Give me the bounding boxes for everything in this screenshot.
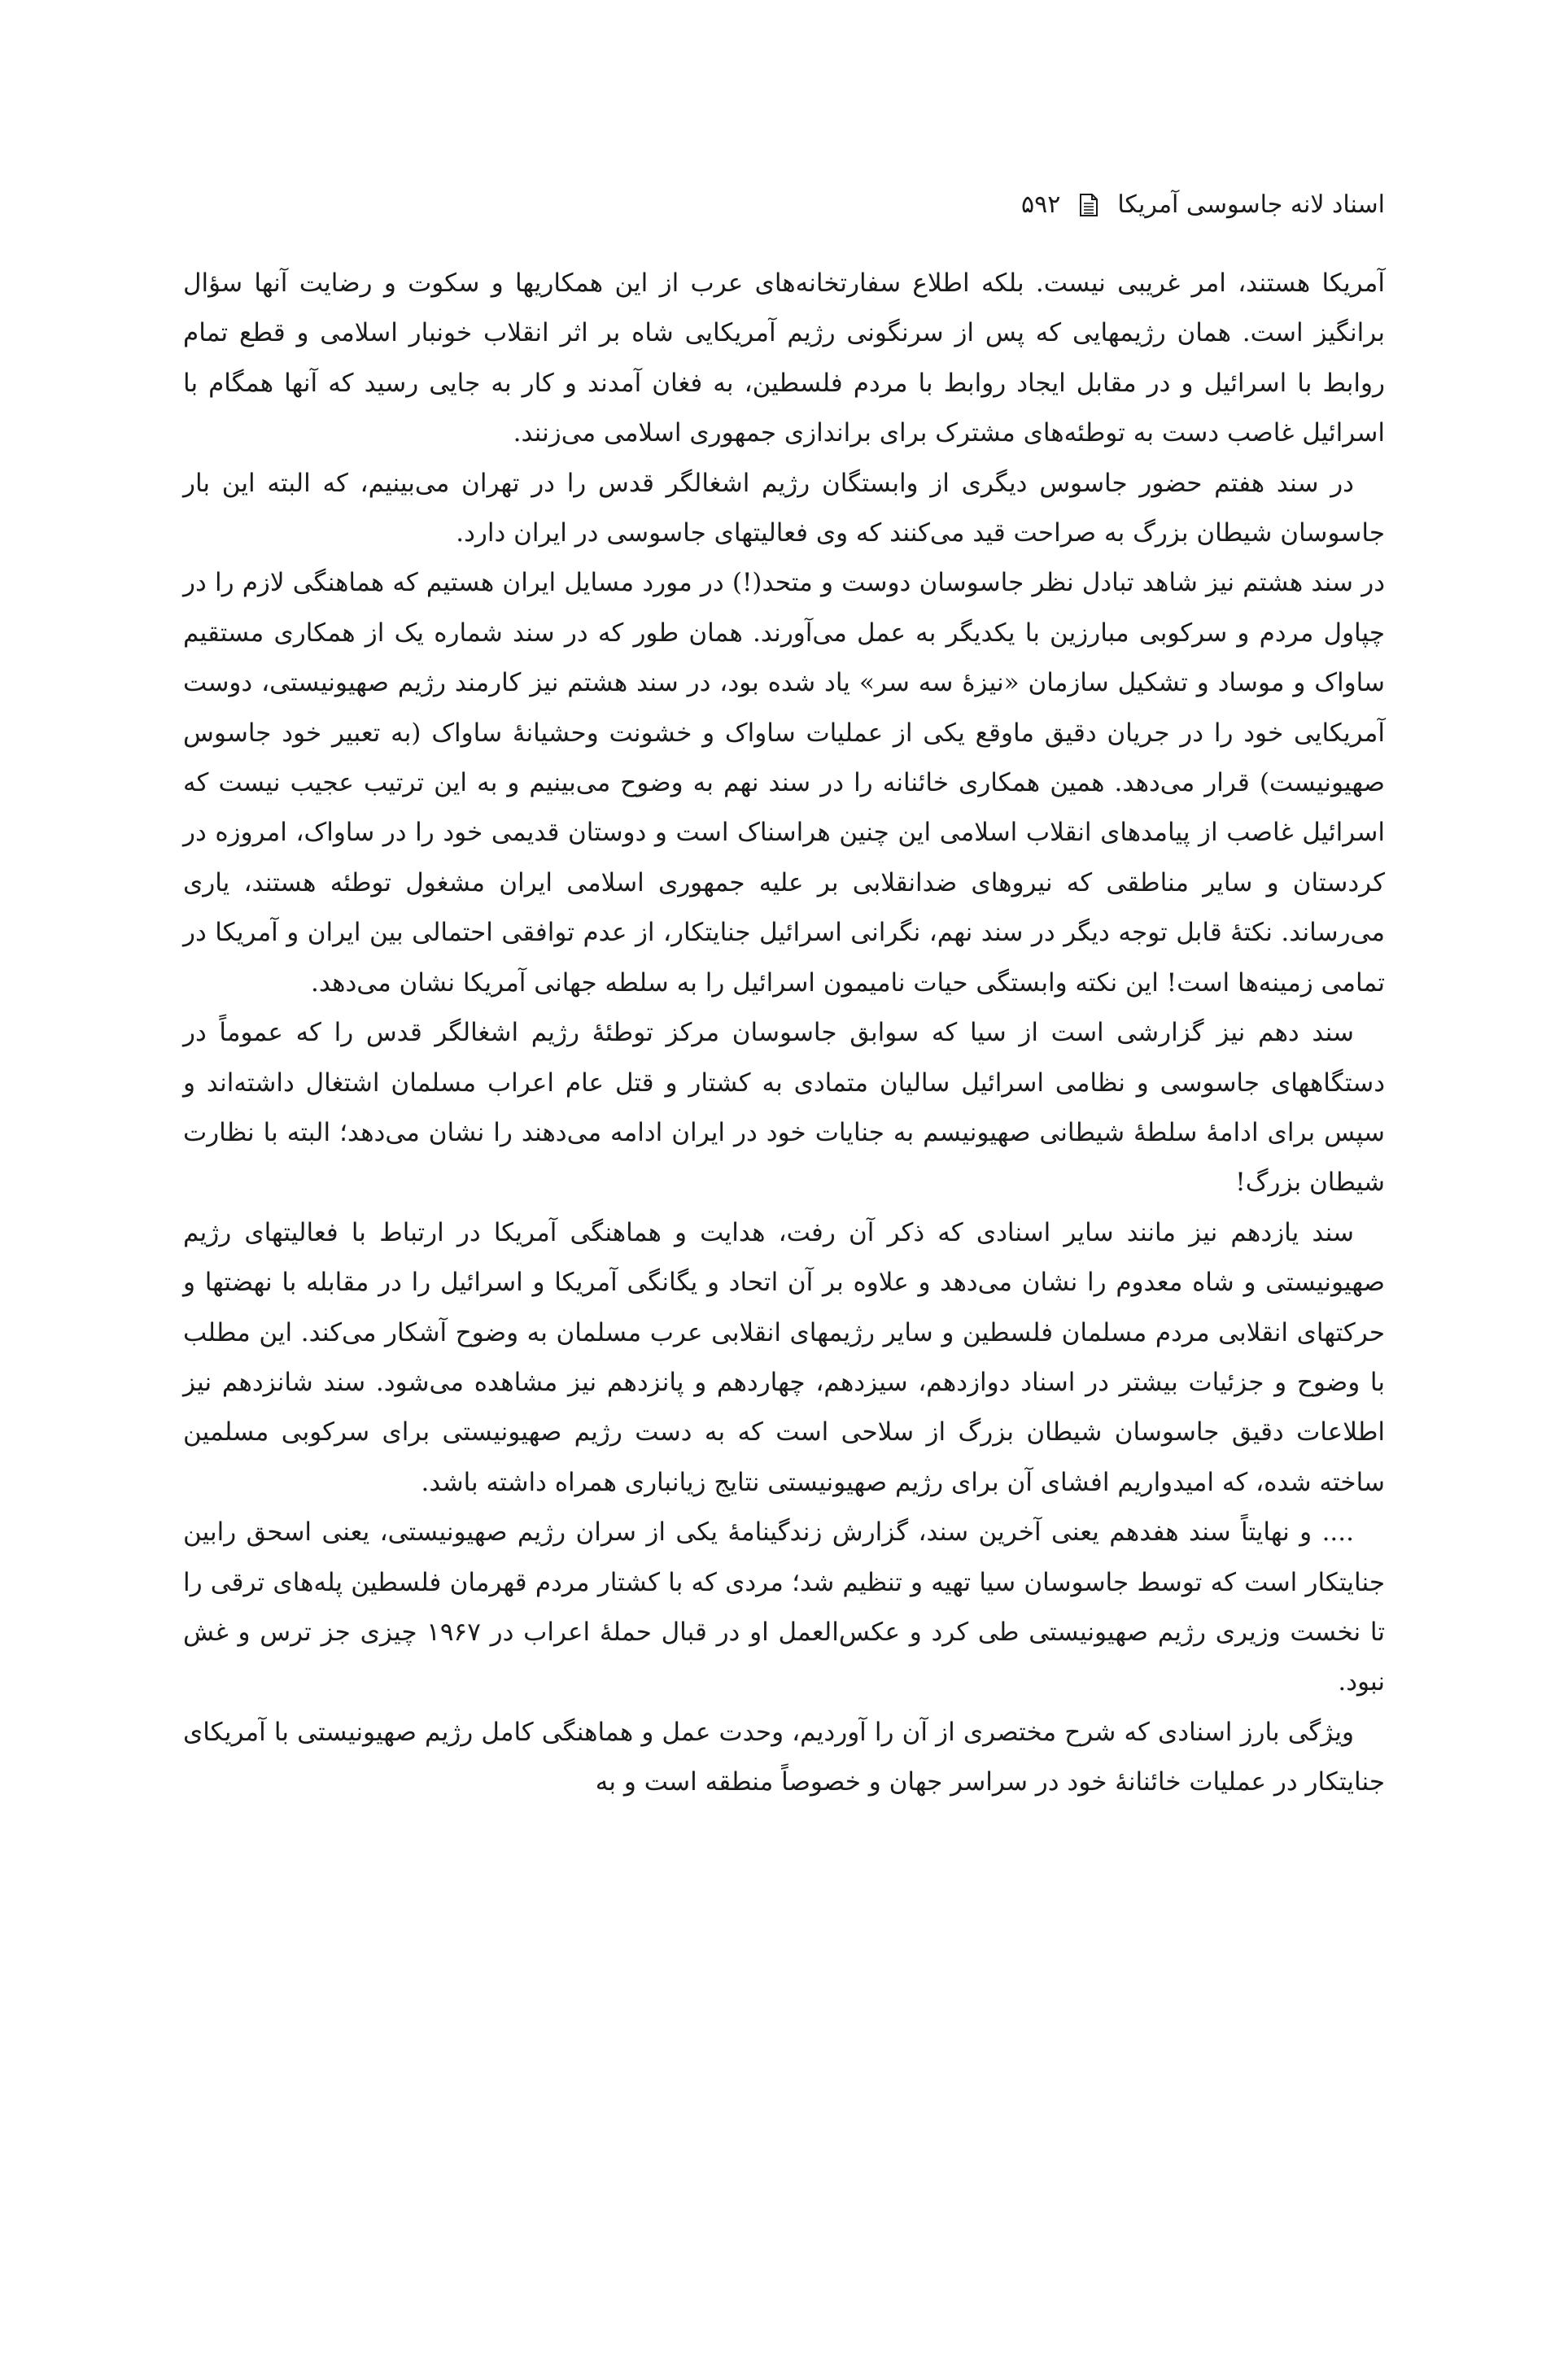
paragraph: در سند هشتم نیز شاهد تبادل نظر جاسوسان دوست و متحد(!) در مورد مسایل ایران هستیم که هماهنگی لازم را در چپاول مردم و سرکوبی مبارزین با یکدیگر به عمل می‌آورند. همان طور که در سند شماره یک از همکاری مستقیم ساواک و موساد و تشکیل سازمان «نیزهٔ سه سر» یاد شده بود، در سند هشتم نیز کارمند رژیم صهیونیستی، دوست آمریکایی خود را در جریان دقیق ماوقع یکی از عملیات ساواک و خشونت وحشیانهٔ ساواک (به تعبیر خود جاسوس صهیونیست) قرار می‌دهد. همین همکاری خائنانه را در سند نهم به وضوح می‌بینیم و به این ترتیب عجیب نیست که اسرائیل غاصب از پیامدهای انقلاب اسلامی این چنین هراسناک است و دوستان قدیمی خود را در ساواک، امروزه در کردستان و سایر مناطقی که نیروهای ضدانقلابی بر علیه جمهوری اسلامی ایران مشغول توطئه هستند، یاری می‌رساند. نکتهٔ قابل توجه دیگر در سند نهم، نگرانی اسرائیل جنایتکار، از عدم توافقی احتمالی بین ایران و آمریکا در تمامی زمینه‌ها است! این نکته وابستگی حیات نامیمون اسرائیل را به سلطه جهانی آمریکا نشان می‌دهد. (183, 568, 1385, 998)
header-title: اسناد لانه جاسوسی آمریکا (1117, 190, 1385, 219)
paragraph: سند یازدهم نیز مانند سایر اسنادی که ذکر آن رفت، هدایت و هماهنگی آمریکا در ارتباط با فعالیتهای رژیم صهیونیستی و شاه معدوم را نشان می‌دهد و علاوه بر آن اتحاد و یگانگی آمریکا و اسرائیل را در مقابله با نهضتها و حرکتهای انقلابی مردم مسلمان فلسطین و سایر رژیمهای انقلابی عرب مسلمان به وضوح آشکار می‌کند. این مطلب با وضوح و جزئیات بیشتر در اسناد دوازدهم، سیزدهم، چهاردهم و پانزدهم نیز مشاهده می‌شود. سند شانزدهم نیز اطلاعات دقیق جاسوسان شیطان بزرگ از سلاحی است که به دست رژیم صهیونیستی برای سرکوبی مسلمین ساخته شده، که امیدواریم افشای آن برای رژیم صهیونیستی نتایج زیانباری همراه داشته باشد. (183, 1217, 1385, 1497)
page-number: ۵۹۲ (1021, 190, 1061, 219)
body-text (183, 259, 1385, 1808)
paragraph: .... و نهایتاً سند هفدهم یعنی آخرین سند، گزارش زندگینامهٔ یکی از سران رژیم صهیونیستی، یعنی اسحق رابین جنایتکار است که توسط جاسوسان سیا تهیه و تنظیم شد؛ مردی که با کشتار مردم قهرمان فلسطین پله‌های ترقی را تا نخست وزیری رژیم صهیونیستی طی کرد و عکس‌العمل او در قبال حملهٔ اعراب در ۱۹۶۷ چیزی جز ترس و غش نبود. (183, 1517, 1385, 1697)
paragraph: در سند هفتم حضور جاسوس دیگری از وابستگان رژیم اشغالگر قدس را در تهران می‌بینیم، که البته این بار جاسوسان شیطان بزرگ به صراحت قید می‌کنند که وی فعالیتهای جاسوسی در ایران دارد. (183, 468, 1385, 548)
document-icon (1078, 193, 1099, 217)
paragraph: ویژگی بارز اسنادی که شرح مختصری از آن را آوردیم، وحدت عمل و هماهنگی کامل رژیم صهیونیستی با آمریکای جنایتکار در عملیات خائنانهٔ خود در سراسر جهان و خصوصاً منطقه است و به (183, 1717, 1385, 1797)
running-header (1021, 189, 1385, 221)
paragraph: آمریکا هستند، امر غریبی نیست. بلکه اطلاع سفارتخانه‌های عرب از این همکاریها و سکوت و رضایت آنها سؤال برانگیز است. همان رژیمهایی که پس از سرنگونی رژیم آمریکایی شاه بر اثر انقلاب خونبار اسلامی و قطع تمام روابط با اسرائیل و در مقابل ایجاد روابط با مردم فلسطین، به فغان آمدند و کار به جایی رسید که آنها همگام با اسرائیل غاصب دست به توطئه‌های مشترک برای براندازی جمهوری اسلامی می‌زنند. (183, 269, 1385, 448)
paragraph: سند دهم نیز گزارشی است از سیا که سوابق جاسوسان مرکز توطئهٔ رژیم اشغالگر قدس را که عموماً در دستگاههای جاسوسی و نظامی اسرائیل سالیان متمادی به کشتار و قتل عام اعراب مسلمان اشتغال داشته‌اند و سپس برای ادامهٔ سلطهٔ شیطانی صهیونیسم به جنایات خود در ایران ادامه می‌دهند را نشان می‌دهد؛ البته با نظارت شیطان بزرگ! (183, 1018, 1385, 1198)
